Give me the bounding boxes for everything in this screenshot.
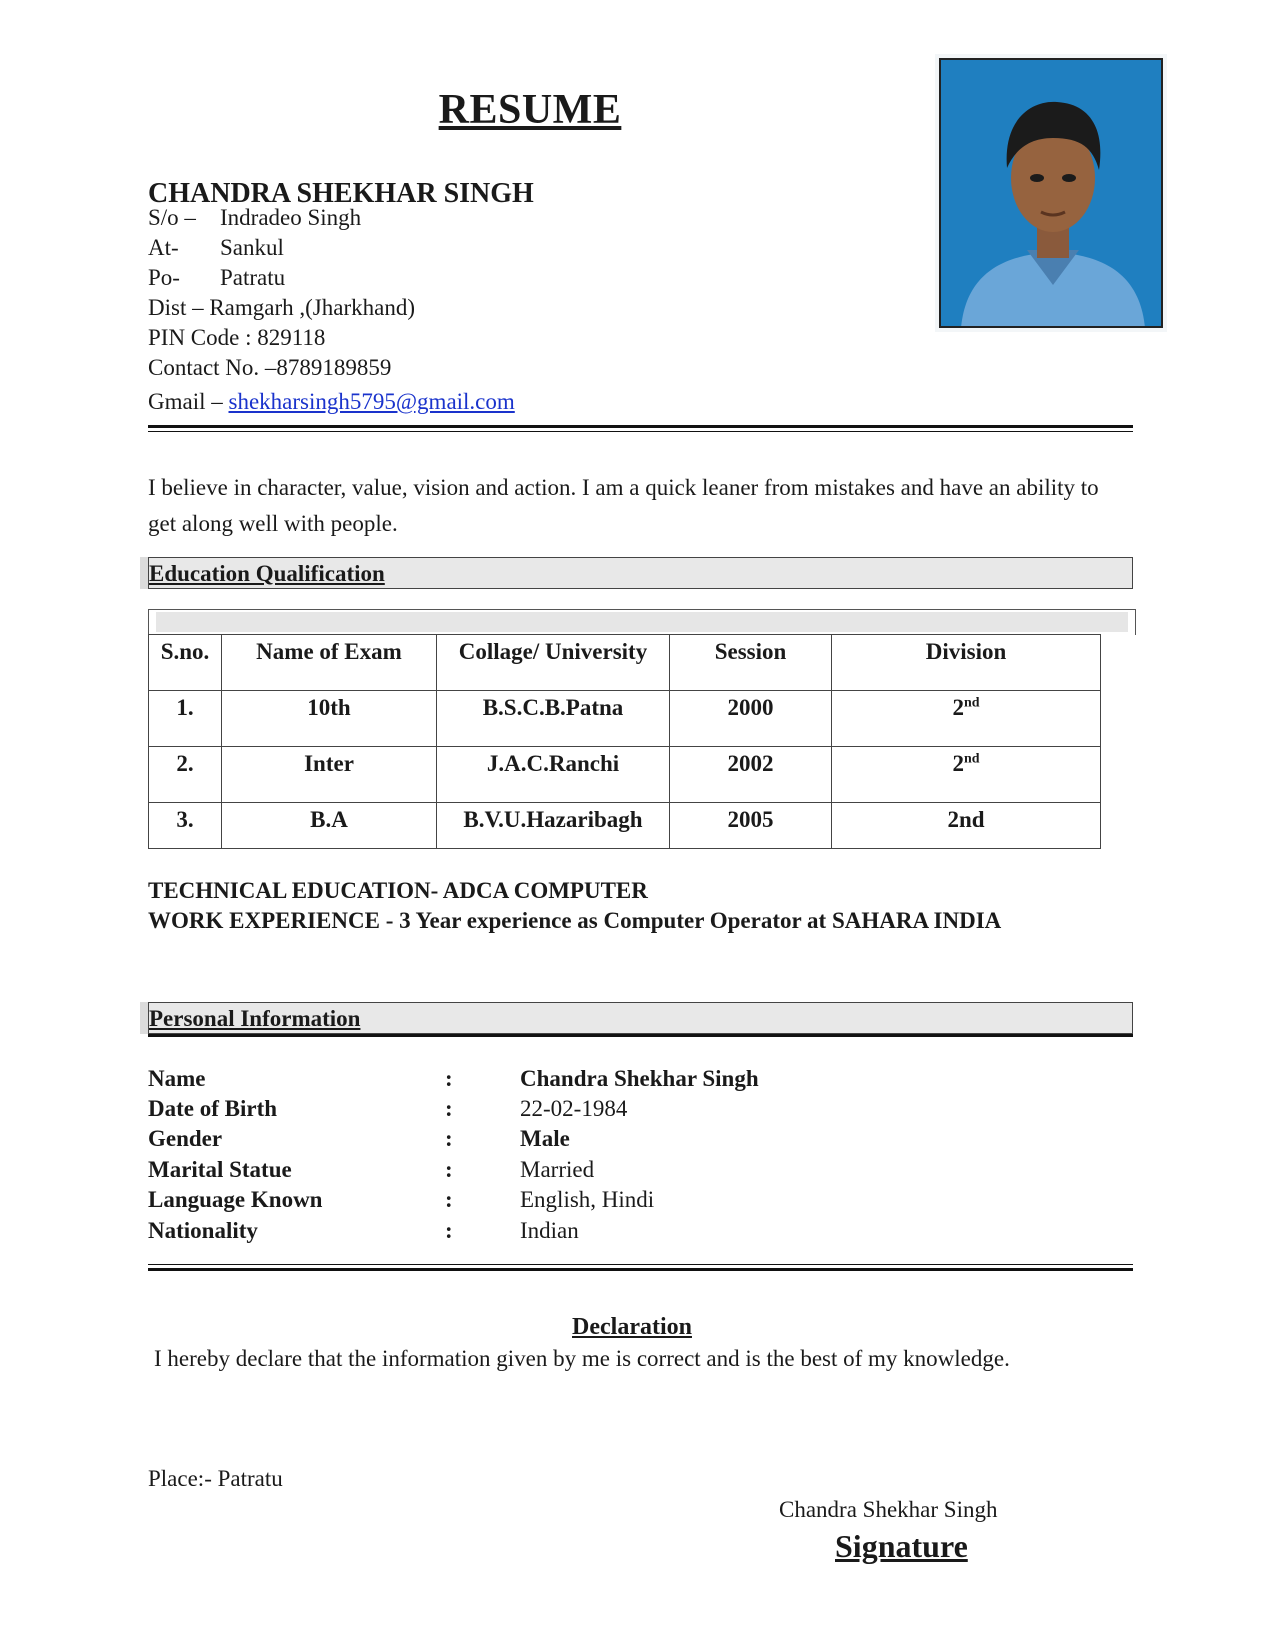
education-heading: Education Qualification bbox=[148, 557, 1133, 589]
column-header: Session bbox=[670, 635, 832, 691]
signature-label: Signature bbox=[835, 1528, 968, 1564]
contact-number: Contact No. –8789189859 bbox=[148, 355, 392, 380]
address-line-pin: PIN Code : 829118 bbox=[148, 325, 326, 350]
place-text: Place:- Patratu bbox=[148, 1466, 283, 1491]
signature-name: Chandra Shekhar Singh bbox=[779, 1497, 998, 1522]
profile-photo bbox=[935, 54, 1167, 332]
person-photo-icon bbox=[941, 60, 1163, 328]
address-line-father: S/o – Indradeo Singh bbox=[148, 205, 362, 230]
page-title: RESUME bbox=[438, 87, 622, 133]
candidate-name: CHANDRA SHEKHAR SINGH bbox=[148, 178, 534, 209]
column-header: S.no. bbox=[149, 635, 222, 691]
gmail-line: Gmail – shekharsingh5795@gmail.com bbox=[148, 389, 515, 414]
gmail-link[interactable]: shekharsingh5795@gmail.com bbox=[228, 389, 515, 414]
column-header: Collage/ University bbox=[437, 635, 670, 691]
objective-text: I believe in character, value, vision and action. I am a quick leaner from mistakes and have an ability to get along well with people. bbox=[148, 475, 1099, 536]
personal-info-heading: Personal Information bbox=[148, 1002, 1133, 1034]
divider bbox=[148, 1264, 1133, 1271]
table-row: 2. Inter J.A.C.Ranchi 2002 2nd bbox=[149, 747, 1101, 803]
column-header: Division bbox=[832, 635, 1101, 691]
address-line-at: At- Sankul bbox=[148, 235, 284, 260]
address-line-dist: Dist – Ramgarh ,(Jharkhand) bbox=[148, 295, 415, 320]
education-table bbox=[148, 634, 1101, 849]
declaration-heading: Declaration bbox=[572, 1314, 692, 1340]
declaration-text: I hereby declare that the information given by me is correct and is the best of my knowledge. bbox=[154, 1346, 1010, 1371]
divider bbox=[148, 425, 1133, 432]
work-experience: WORK EXPERIENCE - 3 Year experience as Computer Operator at SAHARA INDIA bbox=[148, 908, 1002, 933]
address-line-po: Po- Patratu bbox=[148, 265, 286, 290]
table-header-row bbox=[149, 635, 1101, 691]
column-header: Name of Exam bbox=[222, 635, 437, 691]
technical-education: TECHNICAL EDUCATION- ADCA COMPUTER bbox=[148, 878, 648, 903]
table-row: 1. 10th B.S.C.B.Patna 2000 2nd bbox=[149, 691, 1101, 747]
table-row: 3. B.A B.V.U.Hazaribagh 2005 2nd bbox=[149, 803, 1101, 849]
